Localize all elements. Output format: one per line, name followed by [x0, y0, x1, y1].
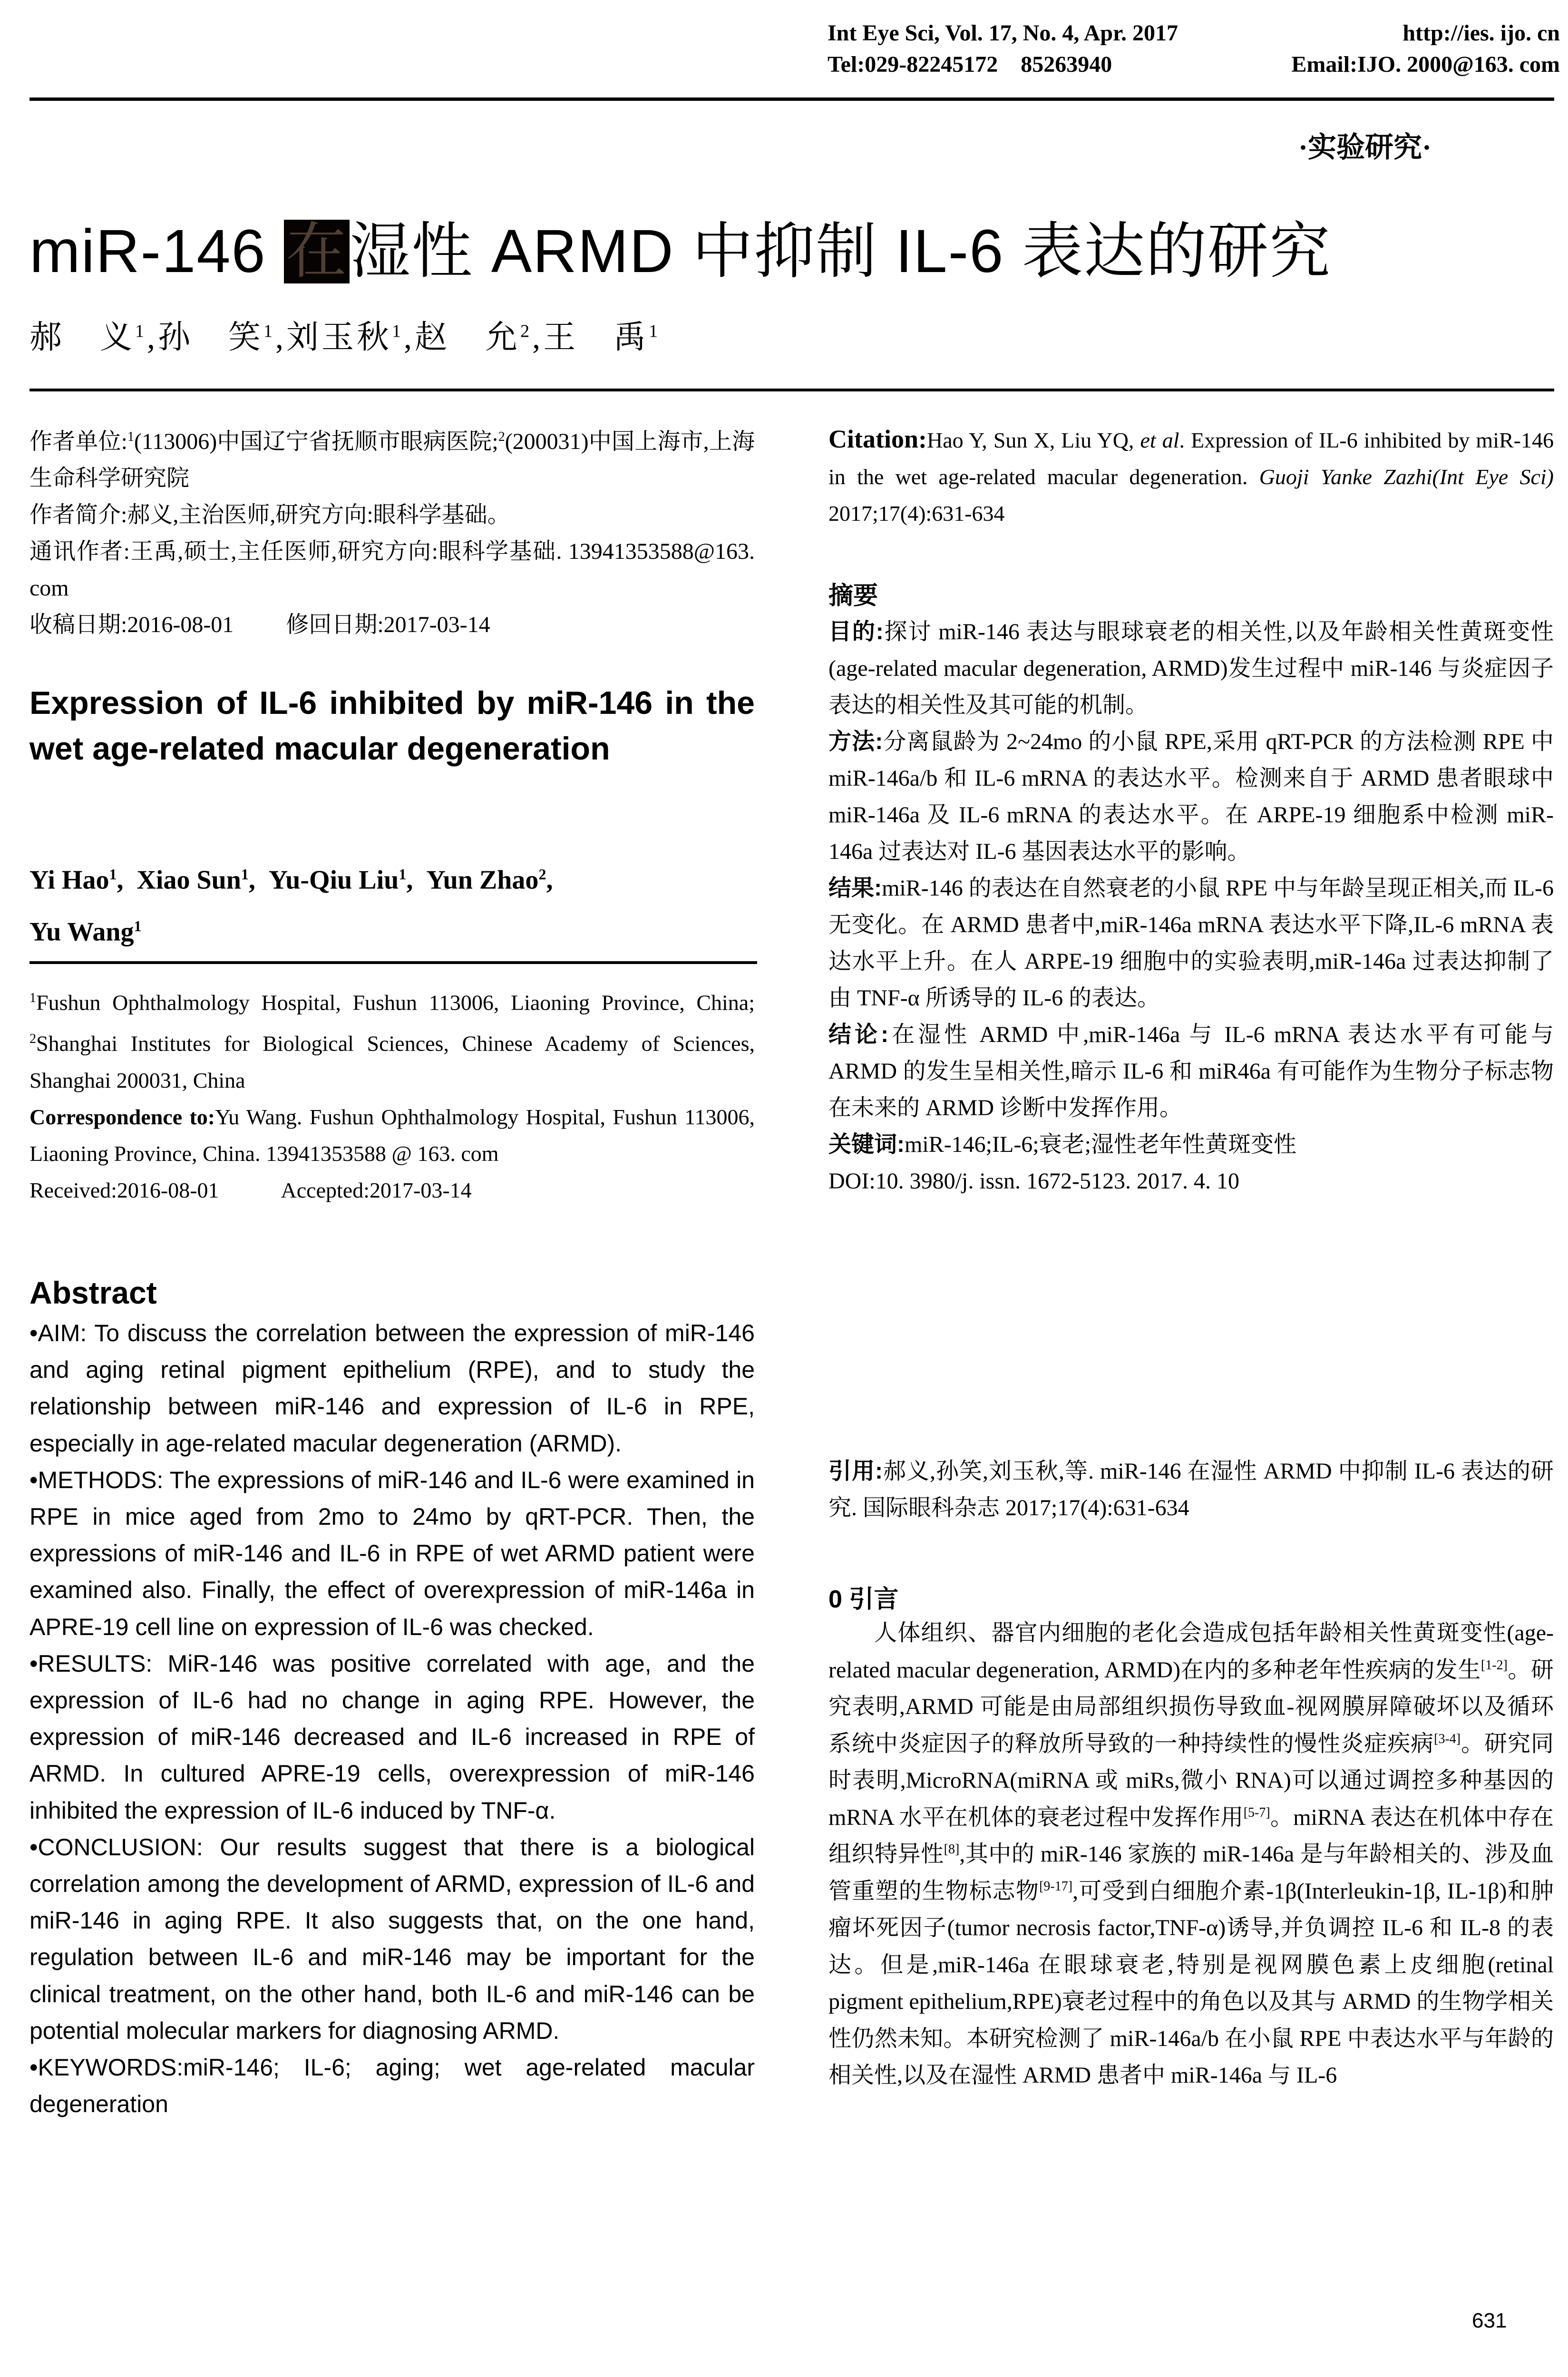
- author-aff-sup: 1: [134, 917, 142, 935]
- conclusion-label-cn: 结论:: [828, 1022, 889, 1047]
- author-cn: 郝 义: [29, 319, 136, 355]
- section-tag: ·实验研究·: [1298, 132, 1432, 163]
- abstract-heading: Abstract: [29, 1275, 157, 1310]
- aff-sup: 1: [29, 991, 36, 1005]
- correspondence-text: Yu Wang. Fushun Ophthalmology Hospital, Fushun 113006, Liaoning Province, China. 13941353588 @ 163. com: [29, 1104, 755, 1166]
- title-highlighted-char: 在: [284, 220, 350, 283]
- citation-ref-sup: [5-7]: [1243, 1805, 1270, 1820]
- affiliation-1: (113006)中国辽宁省抚顺市眼病医院;: [134, 429, 498, 454]
- en-correspondence: [29, 1099, 755, 1172]
- methods-label: •METHODS:: [29, 1466, 164, 1493]
- title-rest: 湿性 ARMD 中抑制 IL-6 表达的研究: [350, 217, 1331, 285]
- conclusion-text-cn: 在湿性 ARMD 中,miR-146a 与 IL-6 mRNA 表达水平有可能与 ARMD 的发生呈相关性,暗示 IL-6 和 miR46a 有可能作为生物分子标志物在未来的 ARMD 诊断中发挥作用。: [828, 1022, 1554, 1120]
- cn-correspondence: 通讯作者:王禹,硕士,主任医师,研究方向:眼科学基础. 13941353588@163. com: [29, 539, 755, 601]
- results-label-cn: 结果:: [828, 876, 882, 901]
- intro-text: ,可受到白细胞介素-1β(Interleukin-1β, IL-1β)和肿瘤坏死因子(tumor necrosis factor,TNF-α)诱导,并负调控 IL-6 和 IL-8 的表达。但是,miR-146a 在眼球衰老,特别是视网膜色素上皮细胞(retinal pigment epithelium,RPE)衰老过程中的角色以及其与 ARMD 的生物学相关性仍然未知。本研究检测了 miR-146a/b 在小鼠 RPE 中表达水平与年龄的相关性,以及在湿性 ARMD 患者中 miR-146a 与 IL-6: [828, 1878, 1554, 2088]
- intro-text: 。研究表明,ARMD 可能是由局部组织损伤导致血-视网膜屏障破坏以及循环系统中炎症因子的释放所导致的一种持续性的慢性炎症疾病: [828, 1657, 1554, 1756]
- methods-label-cn: 方法:: [828, 729, 883, 754]
- abstract-body: [29, 1315, 755, 2123]
- author-aff-sup: 2: [520, 321, 533, 341]
- author-aff-sup: 1: [392, 321, 404, 341]
- conclusion-text: Our results suggest that there is a biological correlation among the development of ARMD, expression of IL-6 and miR-146 in aging RPE. It also suggests that, on the one hand, regulation between IL-6 and miR-146 may be important for the clinical treatment, on the other hand, both IL-6 and miR-146 can be potential molecular markers for diagnosing ARMD.: [29, 1833, 755, 2044]
- authors-rule: [29, 961, 757, 964]
- author-en: Yi Hao: [29, 865, 109, 895]
- received-date-en: Received:2016-08-01: [29, 1178, 219, 1202]
- yinyong-block: [828, 1453, 1554, 1526]
- citation-ref: 2017;17(4):631-634: [828, 501, 1005, 526]
- zhaiyao-heading: 摘要: [828, 582, 878, 610]
- received-date-cn: 收稿日期:2016-08-01: [29, 612, 234, 637]
- author-en: Xiao Sun: [136, 865, 241, 895]
- zhaiyao-body: [828, 614, 1554, 1199]
- results-text: MiR-146 was positive correlated with age, and the expression of IL-6 had no change in aging RPE. However, the expression of miR-146 decreased and IL-6 increased in RPE of ARMD. In cultured APRE-19 cells, overexpression of miR-146 inhibited the expression of IL-6 induced by TNF-α.: [29, 1650, 755, 1824]
- journal-issue: Int Eye Sci, Vol. 17, No. 4, Apr. 2017: [828, 20, 1178, 46]
- abstract-conclusion: [29, 1829, 755, 2049]
- correspondence-label: Correspondence to:: [29, 1104, 215, 1129]
- author-cn: 孙 笑: [158, 319, 264, 355]
- citation-label: Citation:: [828, 425, 927, 453]
- citation-journal: Guoji Yanke Zazhi(Int Eye Sci): [1259, 465, 1554, 489]
- keywords-label-cn: 关键词:: [828, 1132, 905, 1157]
- journal-email: Email:IJO. 2000@163. com: [1291, 52, 1560, 77]
- affiliation-label: 作者单位:: [29, 429, 127, 454]
- aim-text-cn: 探讨 miR-146 表达与眼球衰老的相关性,以及年龄相关性黄斑变性(age-related macular degeneration, ARMD)发生过程中 miR-146 与炎症因子表达的相关性及其可能的机制。: [828, 619, 1554, 718]
- methods-text: The expressions of miR-146 and IL-6 were examined in RPE in mice aged from 2mo to 24mo by qRT-PCR. Then, the expressions of miR-146 and IL-6 in RPE of wet ARMD patient were examined also. Finally, the effect of overexpression of miR-146a in APRE-19 cell line on expression of IL-6 was checked.: [29, 1466, 755, 1640]
- conclusion-label: •CONCLUSION:: [29, 1833, 203, 1861]
- intro-text: 人体组织、器官内细胞的老化会造成包括年龄相关性黄斑变性(age-related macular degeneration, ARMD)在内的多种老年性疾病的发生: [828, 1620, 1554, 1683]
- aff-sup: 2: [498, 429, 505, 444]
- affiliation-2: (200031)中国上海市,上海生命科学研究院: [29, 429, 755, 491]
- zhaiyao-aim: [828, 614, 1554, 723]
- affiliation-2-en: Shanghai Institutes for Biological Sciences, Chinese Academy of Sciences, Shanghai 200031, China: [29, 1031, 755, 1092]
- author-aff-sup: 1: [135, 321, 147, 341]
- citation-etal: et al: [1140, 428, 1179, 452]
- abstract-aim: [29, 1315, 755, 1462]
- author-cn: 刘玉秋: [286, 319, 392, 355]
- title-prefix: miR-146: [29, 217, 284, 285]
- results-text-cn: miR-146 的表达在自然衰老的小鼠 RPE 中与年龄呈现正相关,而 IL-6 无变化。在 ARMD 患者中,miR-146a mRNA 表达水平下降,IL-6 mRNA 表达水平上升。在人 ARPE-19 细胞中的实验表明,miR-146a 过表达抑制了由 TNF-α 所诱导的 IL-6 的表达。: [828, 876, 1554, 1011]
- journal-url: http://ies. ijo. cn: [1402, 20, 1560, 46]
- keywords-label: •KEYWORDS:: [29, 2054, 184, 2081]
- authors-en: Yi Hao$^1$, Xiao Sun$^1$, Yu-Qiu Liu$^1$, Yun Zhao$^2$, Yu Wang$^1$: [29, 865, 553, 947]
- methods-text-cn: 分离鼠龄为 2~24mo 的小鼠 RPE,采用 qRT-PCR 的方法检测 RPE 中 miR-146a/b 和 IL-6 mRNA 的表达水平。检测来自于 ARMD 患者眼球中 miR-146a 及 IL-6 mRNA 的表达水平。在 ARPE-19 细胞系中检测 miR-146a 过表达对 IL-6 基因表达水平的影响。: [828, 729, 1554, 864]
- cn-author-info: [29, 419, 755, 643]
- citation-ref-sup: [1-2]: [1480, 1657, 1508, 1673]
- doi: DOI:10. 3980/j. issn. 1672-5123. 2017. 4. 10: [828, 1169, 1239, 1194]
- title-rule: [29, 389, 1554, 391]
- article-title-cn: [29, 202, 1331, 290]
- en-dates: [29, 1172, 755, 1208]
- citation-text: . Expression of IL-6 inhibited by miR-146 in the wet age-related macular degeneration.: [828, 428, 1554, 489]
- citation-authors: Hao Y, Sun X, Liu YQ,: [926, 428, 1134, 452]
- keywords-text: miR-146; IL-6; aging; wet age-related macular degeneration: [29, 2054, 755, 2118]
- citation-ref-sup: [3-4]: [1434, 1731, 1461, 1746]
- abstract-keywords: [29, 2049, 755, 2123]
- authors-cn: 郝 义$^1$,孙 笑$^1$,刘玉秋$^1$,赵 允$^2$,王 禹$^1$: [29, 319, 661, 355]
- header-rule: [29, 97, 1554, 101]
- citation-ref-sup: [9-17]: [1039, 1879, 1073, 1894]
- author-aff-sup: 1: [109, 866, 117, 883]
- author-cn: 王 禹: [543, 319, 649, 355]
- zhaiyao-keywords: [828, 1126, 1554, 1163]
- en-affiliations: [29, 980, 755, 1208]
- intro-paragraph: [828, 1615, 1554, 2094]
- aim-label-cn: 目的:: [828, 619, 884, 644]
- running-header-line-2: [828, 51, 1560, 78]
- zhaiyao-results: [828, 870, 1554, 1016]
- aff-sup: 1: [127, 429, 134, 444]
- results-label: •RESULTS:: [29, 1650, 153, 1677]
- keywords-text-cn: miR-146;IL-6;衰老;湿性老年性黄斑变性: [905, 1132, 1296, 1157]
- zhaiyao-conclusion: [828, 1016, 1554, 1126]
- author-aff-sup: 2: [538, 866, 546, 883]
- intro-heading: 0 引言: [828, 1586, 899, 1613]
- intro-text: 。miRNA 表达在机体中存在组织特异性: [828, 1804, 1554, 1867]
- yinyong-text: 郝义,孙笑,刘玉秋,等. miR-146 在湿性 ARMD 中抑制 IL-6 表达的研究. 国际眼科杂志 2017;17(4):631-634: [828, 1459, 1554, 1520]
- accepted-date-en: Accepted:2017-03-14: [281, 1178, 472, 1202]
- zhaiyao-methods: [828, 723, 1554, 870]
- yinyong-label: 引用:: [828, 1459, 883, 1484]
- aim-text: To discuss the correlation between the expression of miR-146 and aging retinal pigment epithelium (RPE), and to study the relationship between miR-146 and expression of IL-6 in RPE, especially in age-related macular degeneration (ARMD).: [29, 1320, 755, 1457]
- aff-sup: 2: [29, 1032, 36, 1047]
- citation-block: [828, 421, 1554, 532]
- author-aff-sup: 1: [263, 321, 276, 341]
- cn-affiliation: [29, 419, 755, 497]
- en-affiliation-block: [29, 980, 755, 1099]
- abstract-methods: [29, 1462, 755, 1646]
- author-en: Yu-Qiu Liu: [268, 865, 399, 895]
- cn-bio: 作者简介:郝义,主治医师,研究方向:眼科学基础。: [29, 502, 510, 527]
- aim-label: •AIM:: [29, 1320, 87, 1346]
- journal-tel: Tel:029-82245172 85263940: [828, 52, 1112, 77]
- author-cn: 赵 允: [415, 319, 521, 355]
- article-title-en: Expression of IL-6 inhibited by miR-146 in the wet age-related macular degeneration: [29, 685, 755, 767]
- intro-text: 。研究同时表明,MicroRNA(miRNA 或 miRs,微小 RNA)可以通过调控多种基因的 mRNA 水平在机体的衰老过程中发挥作用: [828, 1731, 1554, 1830]
- running-header-line-1: [828, 20, 1560, 46]
- author-aff-sup: 1: [241, 866, 249, 883]
- citation-ref-sup: [8]: [944, 1842, 960, 1857]
- revised-date-cn: 修回日期:2017-03-14: [286, 612, 490, 637]
- cn-dates: [29, 606, 755, 643]
- affiliation-1-en: Fushun Ophthalmology Hospital, Fushun 113006, Liaoning Province, China;: [36, 990, 755, 1015]
- abstract-results: [29, 1646, 755, 1829]
- author-aff-sup: 1: [649, 321, 661, 341]
- intro-text: ,其中的 miR-146 家族的 miR-146a 是与年龄相关的、涉及血管重塑的生物标志物: [828, 1841, 1554, 1904]
- author-en: Yun Zhao: [426, 865, 539, 895]
- author-aff-sup: 1: [399, 866, 407, 883]
- page-number: 631: [1472, 2309, 1507, 2332]
- author-en: Yu Wang: [29, 917, 134, 947]
